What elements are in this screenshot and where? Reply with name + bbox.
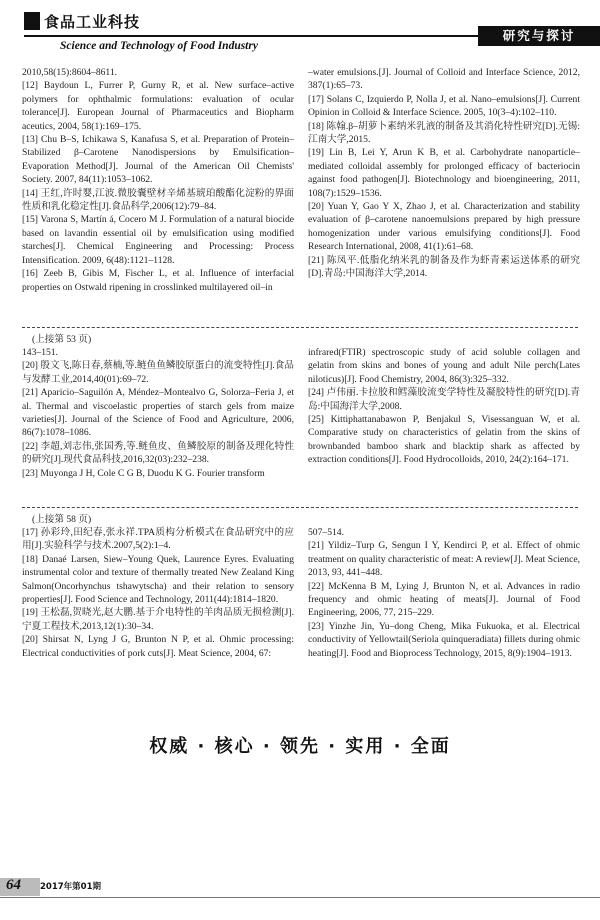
reference-entry: [23] Yinzhe Jin, Yu–dong Cheng, Mika Fukuoka, et al. Electrical conductivity of Yellowtail(Seriola quinqueradiata) fillets during ohmic heating[J]. Food and Bioprocess Technology, 2015, 8(9):1904–1913. — [308, 620, 580, 659]
reference-section-1 — [22, 66, 580, 294]
left-column — [22, 526, 294, 660]
reference-entry: [23] Muyonga J H, Cole C G B, Duodu K G. Fourier transform — [22, 467, 265, 479]
reference-entry: [24] 卢伟丽.卡拉胶和鳕藻胶流变学特性及凝胶特性的研究[D].青岛:中国海洋大学,2008. — [308, 387, 580, 412]
reference-entry: [20] 殷文飞,陈日春,蔡楠,等.鲢鱼鱼鳞胶原蛋白的流变特性[J].食品与发酵工业,2014,40(01):69–72. — [22, 360, 294, 385]
reference-entry: [25] Kittiphattanabawon P, Benjakul S, Visessanguan W, et al. Comparative study on characteristics of gelatin from the skins of brownbanded bamboo shark and blacktip shark as affected by extraction conditions[J]. Food Hydrocolloids, 2010, 24(2):164–171. — [308, 414, 580, 466]
reference-entry: [19] 王松磊,贺晓光,赵大鹏.基于介电特性的羊肉品质无损检测[J].宁夏工程技术,2013,12(1):30–34. — [22, 607, 294, 632]
reference-entry: 2010,58(15):8604–8611. — [22, 67, 118, 78]
reference-entry: [12] Baydoun L, Furrer P, Gurny R, et al. New surface–active polymers for ophthalmic formulations: evaluation of ocular tolerance[J]. European Journal of Pharmaceutics and Biopharm aceutics, 2004, 58(1):169–175. — [22, 80, 294, 132]
reference-entry: [22] McKenna B M, Lying J, Brunton N, et al. Advances in radio frequency and ohmic heating of meats[J]. Journal of Food Engineering, 2006, 77, 215–229. — [308, 580, 580, 619]
journal-title-cn: 食品工业科技 — [44, 13, 141, 31]
reference-entry: [19] Lin B, Lei Y, Arun K B, et al. Carbohydrate nanoparticle–mediated colloidal assembly for prolonged efficacy of bacteriocin against food pathogen[J]. Biotechnology and bioengineering, 2011, 108(7):1529–1536. — [308, 147, 580, 199]
section-badge: 研究与探讨 — [478, 26, 600, 46]
reference-entry: [20] Shirsat N, Lyng J G, Brunton N P, et al. Ohmic processing: Electrical conductivities of pork cuts[J]. Meat Science, 2004, 67: — [22, 634, 294, 659]
section-divider — [22, 327, 578, 328]
reference-entry: [20] Yuan Y, Gao Y X, Zhao J, et al. Characterization and stability evaluation of β–carotene nanoemulsions prepared by high pressure homogenization under various emulsifying conditions[J]. Food Research International, 2008, 41(1):61–68. — [308, 201, 580, 253]
reference-entry: [13] Chu B–S, Ichikawa S, Kanafusa S, et al. Preparation of Protein–Stabilized β–Carotene Nanodispersions by Emulsification–Evaporation Method[J]. Journal of the American Oil Chemists' Society. 2007, 84(11):1053–1062. — [22, 134, 294, 186]
reference-entry: –water emulsions.[J]. Journal of Colloid and Interface Science, 2012, 387(1):65–73. — [308, 67, 580, 92]
right-column — [308, 66, 580, 294]
reference-entry: [15] Varona S, Martín á, Cocero M J. Formulation of a natural biocide based on lavandin essential oil by emulsification using modified starches[J]. Chemical Engineering and Processing: Process Intensification. 2009, 6(48):1121–1128. — [22, 214, 294, 266]
section-divider — [22, 507, 578, 508]
reference-entry: [18] 陈翰.β–胡萝卜素纳米乳液的制备及其消化特性研究[D].无锡:江南大学,2015. — [308, 120, 580, 146]
left-column — [22, 66, 294, 294]
reference-entry: [16] Zeeb B, Gibis M, Fischer L, et al. Influence of interfacial properties on Ostwald ripening in crosslinked multilayered oil–in — [22, 268, 294, 293]
reference-entry: infrared(FTIR) spectroscopic study of acid soluble collagen and gelatin from skins and bones of young and adult Nile perch(Lates niloticus)[J]. Food Chemistry, 2004, 86(3):325–332. — [308, 347, 580, 385]
footer-rule — [0, 897, 600, 898]
right-column — [308, 526, 580, 660]
reference-entry: 507–514. — [308, 527, 344, 538]
reference-entry: [17] Solans C, Izquierdo P, Nolla J, et al. Nano–emulsions[J]. Current Opinion in Colloid & Interface Science. 2005, 10(3–4):102–110. — [308, 93, 580, 119]
continued-from-label: (上接第 53 页) — [32, 334, 92, 345]
reference-section-3 — [22, 513, 580, 660]
journal-title-en: Science and Technology of Food Industry — [60, 40, 258, 52]
continued-from-label: (上接第 58 页) — [32, 514, 92, 525]
reference-entry: [14] 王红,许时婴,江波.微胶囊壁材辛烯基琥珀酸酯化淀粉的界面性质和乳化稳定性[J].食品科学,2006(12):79–84. — [22, 187, 294, 213]
journal-logo-mark — [24, 12, 40, 30]
reference-entry: [18] Danaé Larsen, Siew–Young Quek, Laurence Eyres. Evaluating instrumental color and texture of thermally treated New Zealand King Salmon(Oncorhynchus tshawytscha) and their relation to sensory properties[J]. Food Science and Technology, 2011(44):1814–1820. — [22, 553, 294, 606]
issue-label: 2017年第01期 — [40, 882, 101, 892]
reference-entry: 143–151. — [22, 347, 58, 358]
reference-entry: [17] 孙彩玲,田纪春,张永祥.TPA质构分析模式在食品研究中的应用[J].实验科学与技术.2007,5(2):1–4. — [22, 527, 294, 552]
header-rule — [24, 35, 480, 37]
right-column — [308, 346, 580, 480]
reference-entry: [21] Aparicio–Saguilón A, Méndez–Montealvo G, Solorza–Feria J, et al. Thermal and viscoelastic properties of starch gels from maize varieties[J]. Journal of the Science of Food and Agriculture, 2006, 86(7):1078–1086. — [22, 387, 294, 439]
journal-slogan: 权威 · 核心 · 领先 · 实用 · 全面 — [149, 736, 451, 757]
reference-entry: [21] Yildiz–Turp G, Sengun I Y, Kendirci P, et al. Effect of ohmic treatment on quality characteristic of meat: A review[J]. Meat Science, 2013, 93, 441–448. — [308, 540, 580, 579]
page-number: 64 — [6, 877, 21, 893]
left-column — [22, 346, 294, 480]
reference-section-2 — [22, 333, 580, 480]
reference-entry: [22] 李超,刘志伟,张国秀,等.鲢鱼皮、鱼鳞胶原的制备及理化特性的研究[J].现代食品科技,2016,32(03):232–238. — [22, 440, 294, 466]
page-header — [0, 0, 600, 52]
reference-entry: [21] 陈凤平.低脂化纳米乳的制备及作为虾青素运送体系的研究[D].青岛:中国海洋大学,2014. — [308, 254, 580, 280]
